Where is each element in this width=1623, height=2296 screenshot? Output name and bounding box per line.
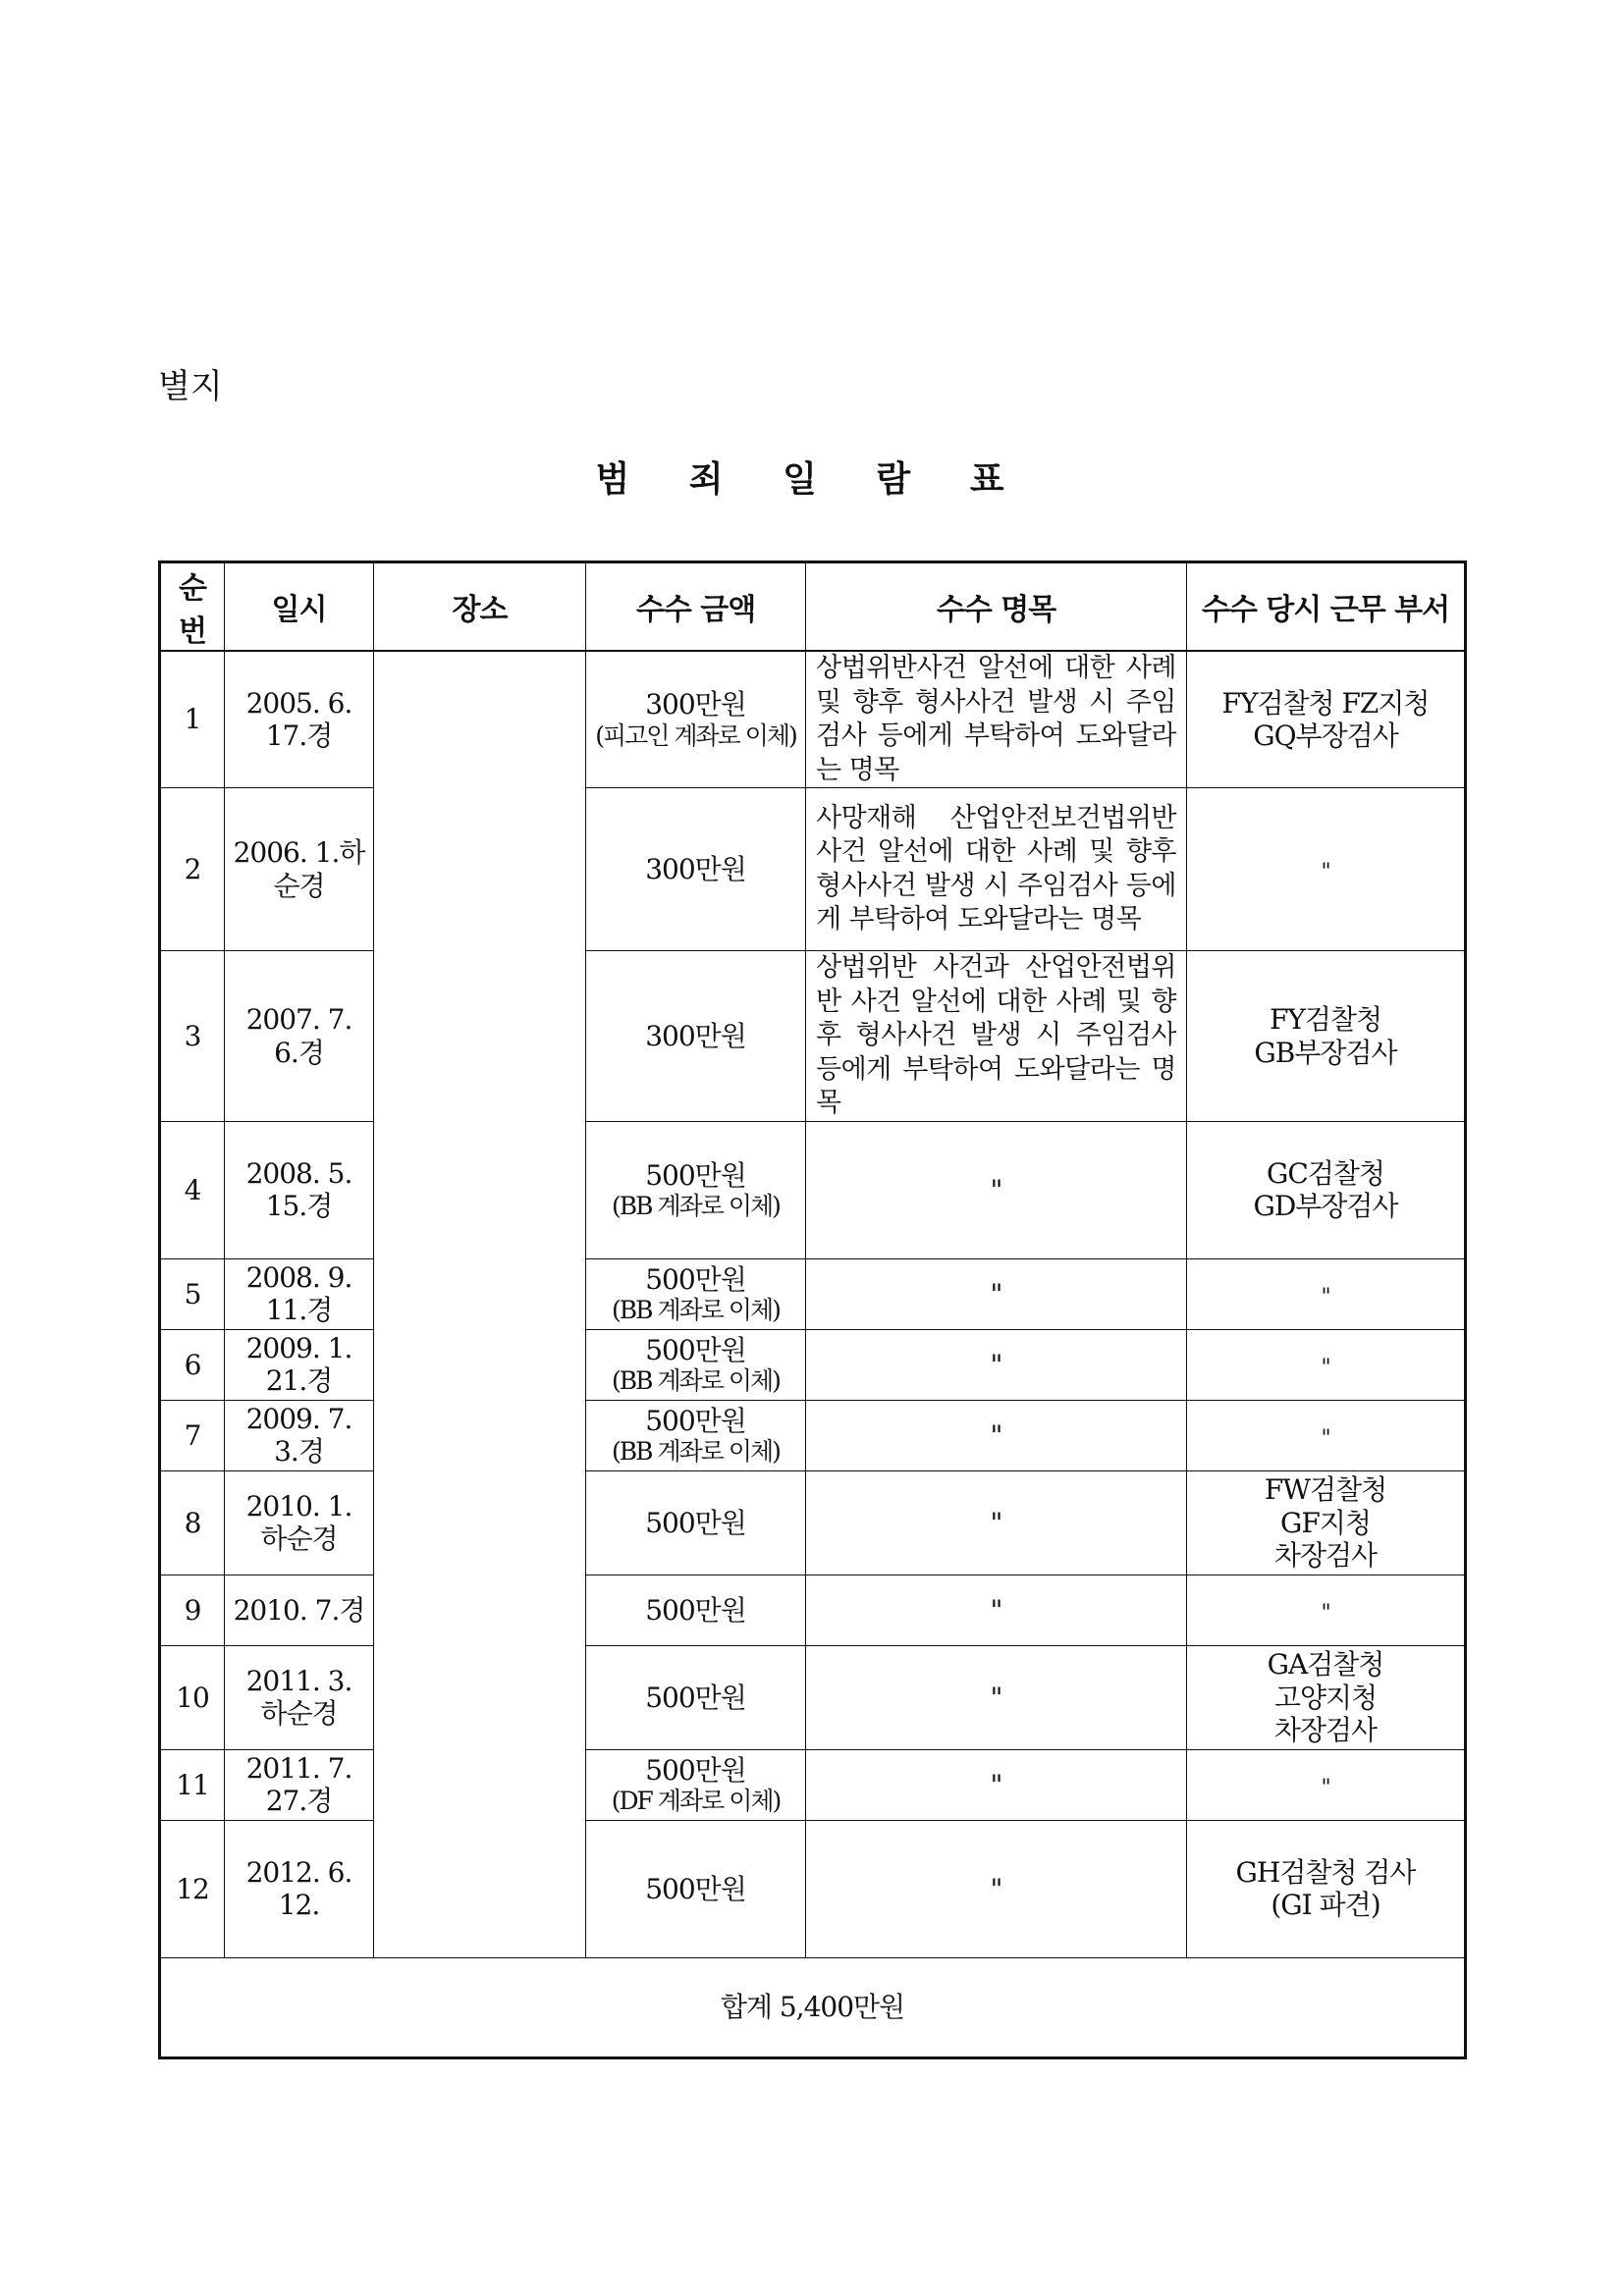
row-amount (586, 1400, 806, 1470)
row-amount (586, 1329, 806, 1400)
row-purpose: " (806, 1645, 1187, 1749)
amount-value: 500만원 (645, 1262, 746, 1296)
row-purpose: " (806, 1749, 1187, 1820)
row-date: 2011. 3. 하순경 (225, 1645, 374, 1749)
row-department (1187, 651, 1466, 788)
row-date: 2012. 6. 12. (225, 1820, 374, 1957)
table-row (160, 1820, 1466, 1957)
department-line: GQ부장검사 (1253, 720, 1398, 753)
row-date: 2010. 1. 하순경 (225, 1470, 374, 1575)
table-row (160, 1258, 1466, 1329)
row-date: 2007. 7. 6.경 (225, 951, 374, 1122)
row-department (1187, 1749, 1466, 1820)
table-row (160, 1575, 1466, 1645)
department-line: " (1321, 1355, 1330, 1380)
amount-value: 300만원 (645, 1019, 746, 1052)
header-department: 수수 당시 근무 부서 (1187, 562, 1466, 652)
row-purpose: " (806, 1820, 1187, 1957)
row-amount (586, 1575, 806, 1645)
amount-value: 300만원 (645, 688, 746, 721)
row-date: 2009. 1. 21.경 (225, 1329, 374, 1400)
row-amount (586, 788, 806, 951)
amount-note: (BB 계좌로 이체) (612, 1192, 780, 1221)
table-row (160, 788, 1466, 951)
header-date: 일시 (225, 562, 374, 652)
row-department (1187, 1400, 1466, 1470)
amount-value: 500만원 (645, 1593, 746, 1627)
row-purpose: " (806, 1470, 1187, 1575)
row-amount (586, 1258, 806, 1329)
row-number: 5 (160, 1258, 225, 1329)
row-purpose: 상법위반 사건과 산업안전법위반 사건 알선에 대한 사례 및 향후 형사사건 발생 시 주임검사 등에게 부탁하여 도와달라는 명목 (806, 951, 1187, 1122)
department-line: " (1321, 859, 1330, 884)
row-number: 10 (160, 1645, 225, 1749)
row-date: 2008. 9. 11.경 (225, 1258, 374, 1329)
row-amount (586, 1820, 806, 1957)
department-line: " (1321, 1775, 1330, 1800)
amount-value: 500만원 (645, 1404, 746, 1437)
department-line: GA검찰청 (1267, 1648, 1384, 1682)
row-date: 2005. 6. 17.경 (225, 651, 374, 788)
row-amount (586, 1470, 806, 1575)
row-number: 11 (160, 1749, 225, 1820)
amount-value: 500만원 (645, 1158, 746, 1192)
row-amount (586, 951, 806, 1122)
row-number: 4 (160, 1121, 225, 1258)
row-amount (586, 651, 806, 788)
row-purpose: " (806, 1258, 1187, 1329)
crime-list-table (158, 561, 1467, 2059)
row-purpose: 사망재해 산업안전보건법위반 사건 알선에 대한 사례 및 향후 형사사건 발생 시 주임검사 등에게 부탁하여 도와달라는 명목 (806, 788, 1187, 951)
row-department (1187, 1329, 1466, 1400)
department-line: GD부장검사 (1253, 1190, 1398, 1223)
table-row (160, 951, 1466, 1122)
department-line: 고양지청 (1273, 1681, 1378, 1714)
department-line: " (1321, 1284, 1330, 1309)
row-number: 7 (160, 1400, 225, 1470)
amount-note: (피고인 계좌로 이체) (595, 721, 796, 750)
amount-value: 500만원 (645, 1506, 746, 1539)
row-purpose: " (806, 1329, 1187, 1400)
row-number: 8 (160, 1470, 225, 1575)
table-row (160, 1645, 1466, 1749)
row-department (1187, 951, 1466, 1122)
table-row (160, 1749, 1466, 1820)
row-department (1187, 1258, 1466, 1329)
row-amount (586, 1645, 806, 1749)
table-header-row (160, 562, 1466, 652)
total-row (160, 1957, 1466, 2057)
row-number: 12 (160, 1820, 225, 1957)
table-body (160, 651, 1466, 1957)
row-number: 9 (160, 1575, 225, 1645)
document-title: 범 죄 일 람 표 (595, 459, 1028, 500)
row-place-merged (374, 651, 586, 1957)
row-department (1187, 1470, 1466, 1575)
amount-note: (DF 계좌로 이체) (611, 1787, 781, 1816)
row-date: 2006. 1.하순경 (225, 788, 374, 951)
header-amount: 수수 금액 (586, 562, 806, 652)
annex-label: 별지 (158, 367, 223, 406)
department-line: FY검찰청 FZ지청 (1221, 686, 1430, 720)
department-line: GF지청 (1280, 1506, 1371, 1539)
row-amount (586, 1121, 806, 1258)
row-number: 2 (160, 788, 225, 951)
total-cell: 합계 5,400만원 (160, 1957, 1466, 2057)
department-line: " (1321, 1600, 1330, 1626)
row-number: 6 (160, 1329, 225, 1400)
amount-value: 500만원 (645, 1872, 746, 1905)
amount-value: 500만원 (645, 1333, 746, 1366)
row-purpose: " (806, 1575, 1187, 1645)
amount-note: (BB 계좌로 이체) (612, 1437, 780, 1467)
row-date: 2010. 7.경 (225, 1575, 374, 1645)
department-line: (GI 파견) (1271, 1889, 1380, 1922)
table-row (160, 651, 1466, 788)
amount-value: 500만원 (645, 1753, 746, 1787)
amount-note: (BB 계좌로 이체) (612, 1296, 780, 1325)
row-date: 2009. 7. 3.경 (225, 1400, 374, 1470)
table-row (160, 1329, 1466, 1400)
row-purpose: " (806, 1400, 1187, 1470)
header-place: 장소 (374, 562, 586, 652)
row-department (1187, 1121, 1466, 1258)
department-line: 차장검사 (1273, 1714, 1378, 1747)
table-row (160, 1121, 1466, 1258)
amount-note: (BB 계좌로 이체) (612, 1366, 780, 1396)
header-purpose: 수수 명목 (806, 562, 1187, 652)
department-line: FW검찰청 (1264, 1473, 1387, 1507)
department-line: FY검찰청 (1269, 1002, 1382, 1036)
department-line: GH검찰청 검사 (1235, 1855, 1416, 1889)
row-date: 2011. 7. 27.경 (225, 1749, 374, 1820)
table-row (160, 1400, 1466, 1470)
amount-value: 500만원 (645, 1681, 746, 1714)
row-department (1187, 1575, 1466, 1645)
row-number: 1 (160, 651, 225, 788)
row-amount (586, 1749, 806, 1820)
department-line: 차장검사 (1273, 1539, 1378, 1573)
row-date: 2008. 5. 15.경 (225, 1121, 374, 1258)
department-line: GC검찰청 (1267, 1156, 1384, 1190)
department-line: " (1321, 1425, 1330, 1451)
row-department (1187, 1820, 1466, 1957)
row-purpose: 상법위반사건 알선에 대한 사례 및 향후 형사사건 발생 시 주임검사 등에게 부탁하여 도와달라는 명목 (806, 651, 1187, 788)
header-number: 순번 (160, 562, 225, 652)
row-department (1187, 1645, 1466, 1749)
row-number: 3 (160, 951, 225, 1122)
department-line: GB부장검사 (1254, 1036, 1397, 1069)
row-department (1187, 788, 1466, 951)
row-purpose: " (806, 1121, 1187, 1258)
amount-value: 300만원 (645, 852, 746, 885)
table-row (160, 1470, 1466, 1575)
